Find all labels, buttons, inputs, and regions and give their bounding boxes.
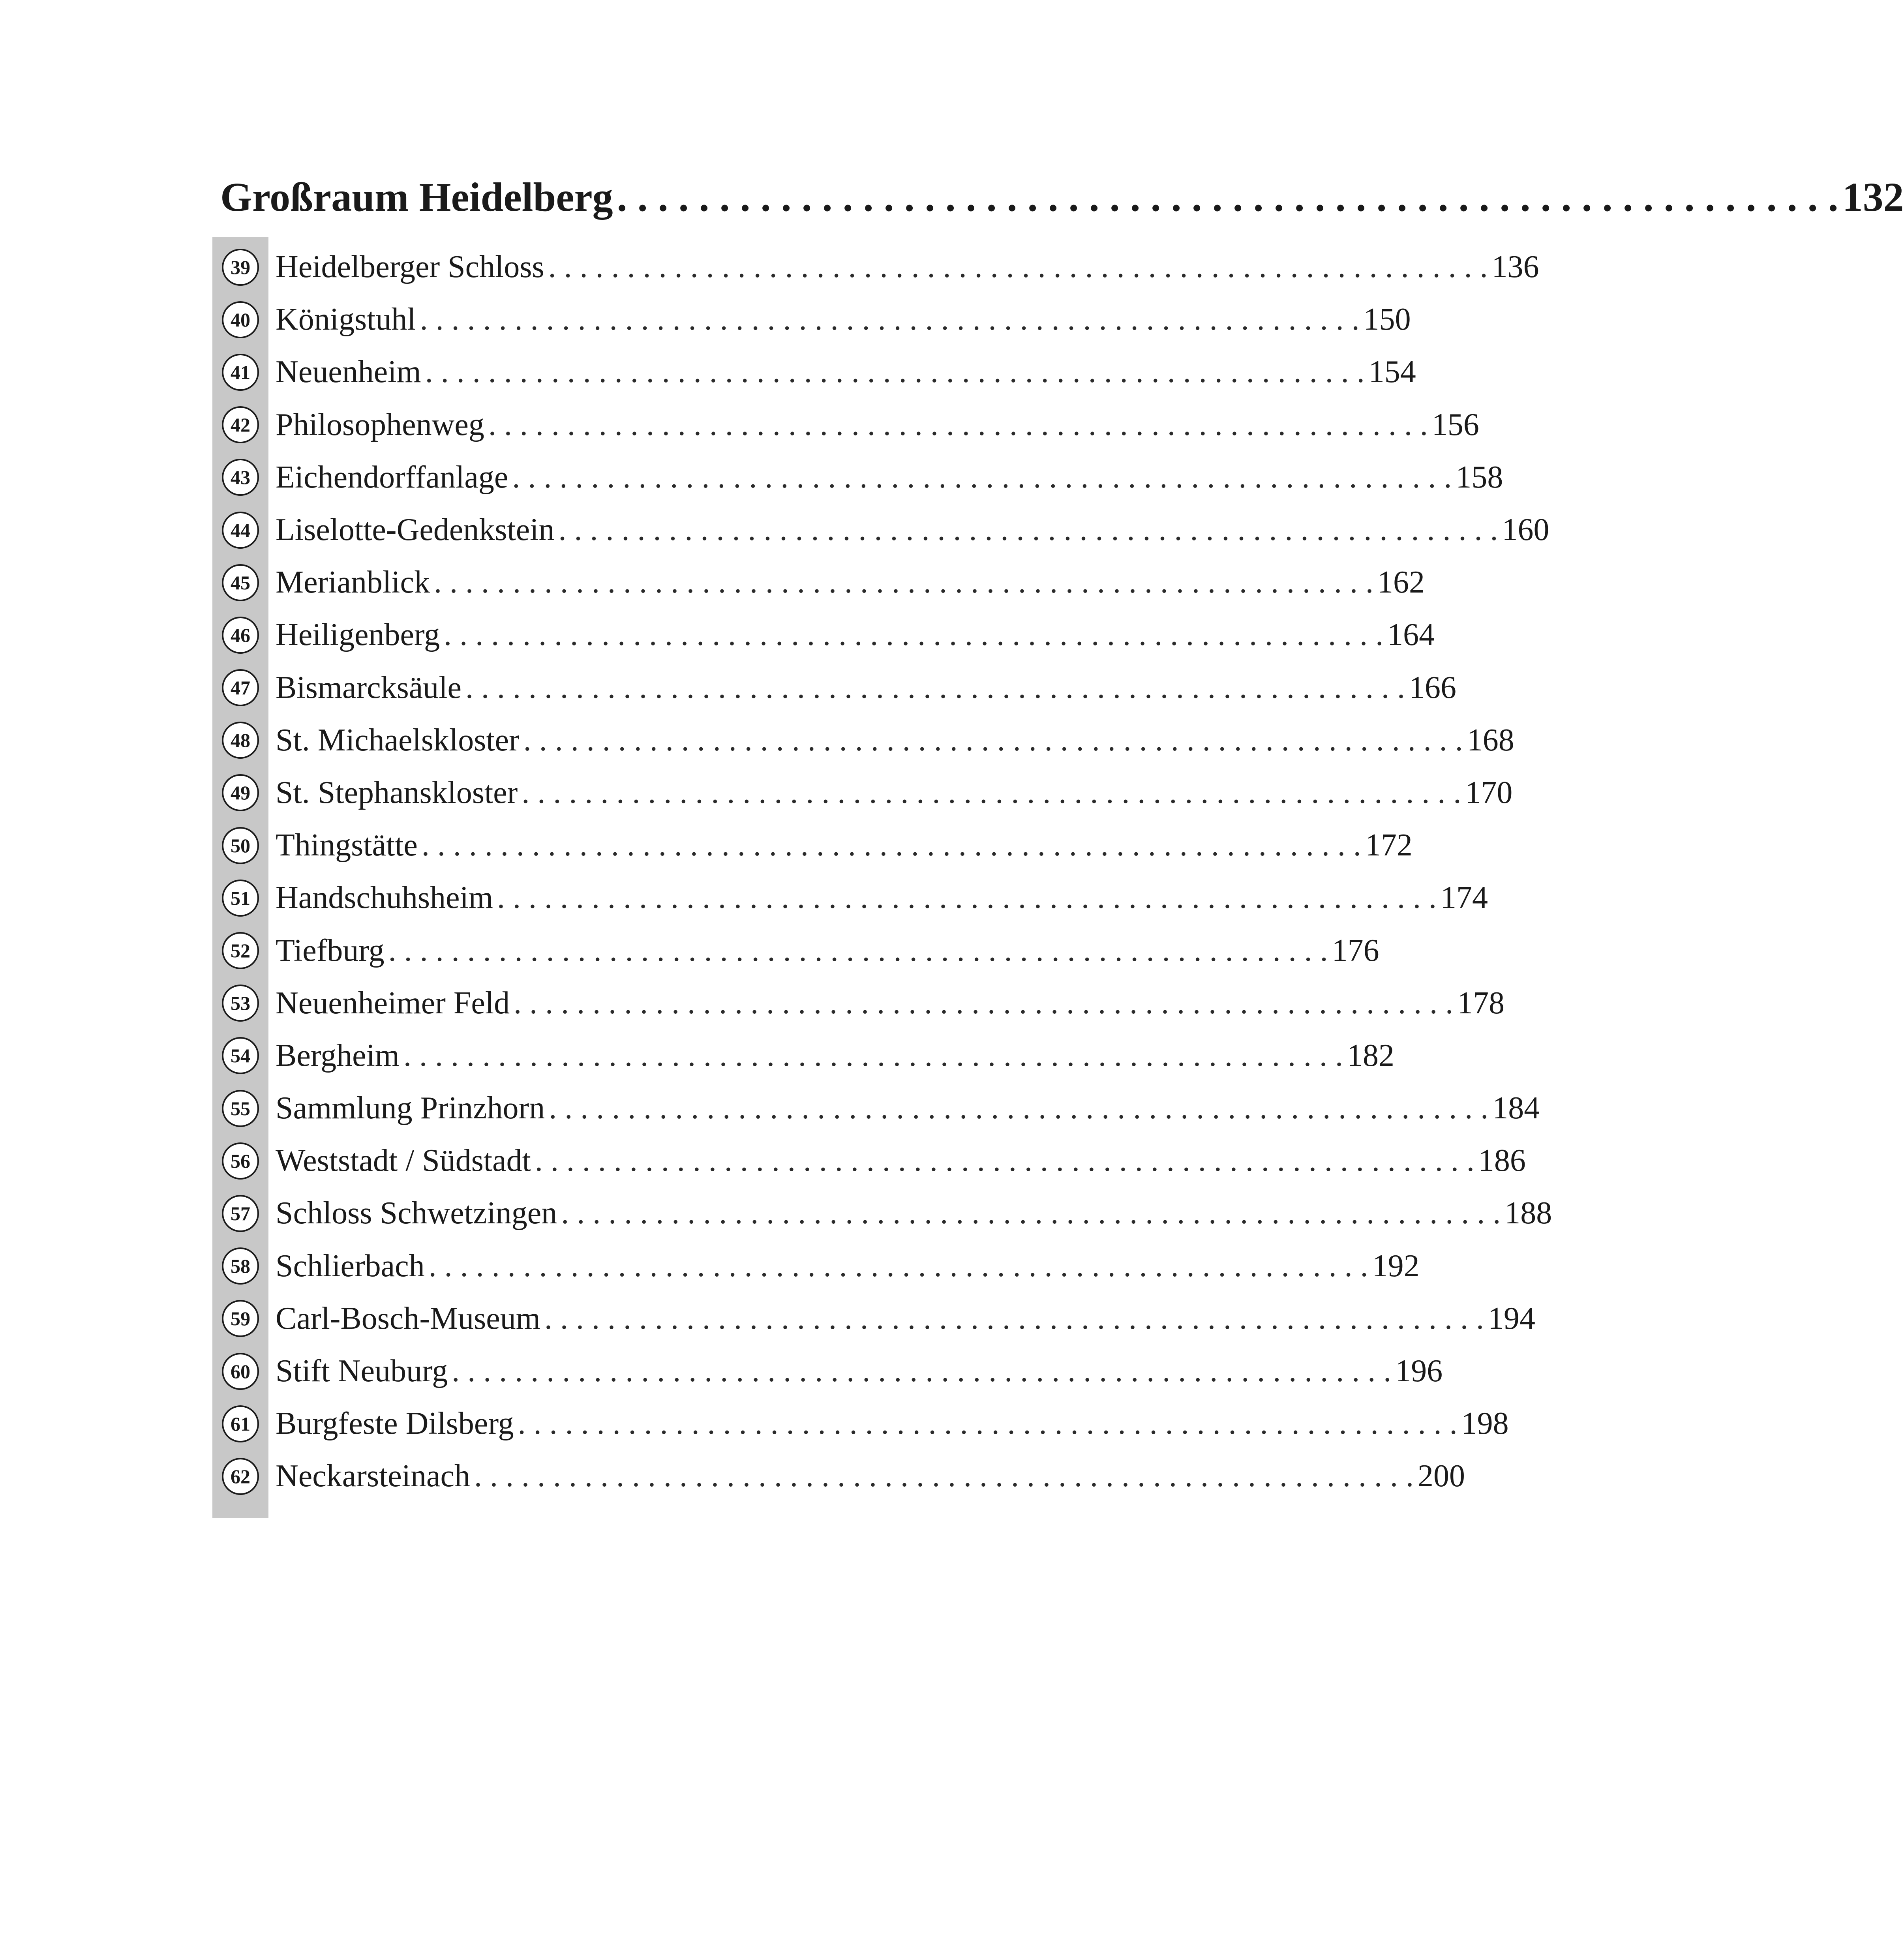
dot-leader: . . . . . . . . . . . . . . . . . . . . . . . . . . . . . . . . . . . . . . . . . . . . . . . . . . . . . . . . . . . . [561,1196,1501,1231]
toc-entry[interactable] [212,293,1411,346]
entry-page-number: 162 [1377,565,1425,600]
entry-title: Königstuhl [276,302,416,337]
entry-page-number: 194 [1488,1301,1536,1336]
dot-leader: . . . . . . . . . . . . . . . . . . . . . . . . . . . . . . . . . . . . . . . . . . . . . . . . . . . . . . . . . . . . [420,302,1360,337]
toc-entry[interactable] [212,872,1488,924]
toc-section-heading[interactable] [212,174,1904,237]
entry-page-number: 136 [1491,249,1539,285]
entry-page-number: 184 [1492,1091,1540,1126]
entry-title: Carl-Bosch-Museum [276,1301,541,1336]
entry-number-badge: 42 [222,406,259,443]
toc-entry[interactable] [212,1345,1443,1397]
toc-entry[interactable] [212,1240,1420,1292]
dot-leader: . . . . . . . . . . . . . . . . . . . . . . . . . . . . . . . . . . . . . . . . . . . . . . . . . . . . . . . . . . . . [521,775,1461,810]
dot-leader: . . . . . . . . . . . . . . . . . . . . . . . . . . . . . . . . . . . . . . . . . . . . . . . . . . . . . . . . . . . . [512,459,1452,495]
entry-page-number: 168 [1467,722,1514,758]
entry-page-number: 176 [1332,933,1379,968]
entry-number-badge: 51 [222,880,259,917]
entry-number-badge: 40 [222,301,259,338]
dot-leader: . . . . . . . . . . . . . . . . . . . . . . . . . . . . . . . . . . . . . . . . . . . . . . . . . . . . . . . . . . . . [444,617,1384,653]
entry-number-badge: 53 [222,985,259,1022]
entry-number-badge: 44 [222,512,259,549]
dot-leader: . . . . . . . . . . . . . . . . . . . . . . . . . . . . . . . . . . . . . . . . . . . . . . . . . . . . . . . . . . . . [488,407,1428,442]
toc-entry[interactable] [212,662,1456,714]
toc-entry[interactable] [212,924,1379,977]
table-of-contents [212,174,1904,1518]
entry-title: Neuenheimer Feld [276,985,510,1020]
entry-number-badge: 61 [222,1405,259,1442]
entry-page-number: 154 [1368,354,1416,390]
entry-title: Weststadt / Südstadt [276,1143,531,1178]
toc-entry[interactable] [212,1450,1465,1502]
entry-number-badge: 46 [222,617,259,654]
dot-leader: . . . . . . . . . . . . . . . . . . . . . . . . . . . . . . . . . . . . . . . . . . . . . . . . . . . . . . . . . . . . [497,880,1437,915]
entry-page-number: 166 [1409,670,1456,705]
entry-number-badge: 47 [222,669,259,706]
entry-title: Heidelberger Schloss [276,249,544,285]
entry-page-number: 178 [1457,985,1505,1020]
entry-page-number: 192 [1372,1248,1420,1283]
entry-title: Stift Neuburg [276,1354,448,1389]
entry-title: Eichendorffanlage [276,459,508,495]
entry-number-badge: 62 [222,1458,259,1495]
toc-entry[interactable] [212,241,1539,293]
toc-entry[interactable] [212,767,1513,819]
toc-entry[interactable] [212,1030,1395,1082]
entry-title: Merianblick [276,565,430,600]
dot-leader: . . . . . . . . . . . . . . . . . . . . . . . . . . . . . . . . . . . . . . . . . . . . . . . . . . . . . . . . . . . . [388,933,1328,968]
dot-leader: . . . . . . . . . . . . . . . . . . . . . . . . . . . . . . . . . . . . . . . . . . . . . . . . . . . . . . . . . . . . [617,174,1838,220]
dot-leader: . . . . . . . . . . . . . . . . . . . . . . . . . . . . . . . . . . . . . . . . . . . . . . . . . . . . . . . . . . . . [428,1248,1368,1283]
toc-entry[interactable] [212,609,1435,661]
entry-page-number: 172 [1365,828,1413,863]
entry-number-badge: 54 [222,1037,259,1074]
section-page-number: 132 [1842,174,1904,220]
toc-entries [212,237,1552,1518]
entry-title: Liselotte-Gedenkstein [276,512,555,548]
entry-number-badge: 57 [222,1195,259,1232]
entry-number-badge: 49 [222,774,259,811]
entry-title: Sammlung Prinzhorn [276,1091,545,1126]
entry-number-badge: 56 [222,1142,259,1180]
entry-title: Neckarsteinach [276,1459,471,1494]
dot-leader: . . . . . . . . . . . . . . . . . . . . . . . . . . . . . . . . . . . . . . . . . . . . . . . . . . . . . . . . . . . . [425,354,1365,390]
entry-number-badge: 43 [222,459,259,496]
entry-title: Thingstätte [276,828,418,863]
dot-leader: . . . . . . . . . . . . . . . . . . . . . . . . . . . . . . . . . . . . . . . . . . . . . . . . . . . . . . . . . . . . [403,1038,1343,1073]
dot-leader: . . . . . . . . . . . . . . . . . . . . . . . . . . . . . . . . . . . . . . . . . . . . . . . . . . . . . . . . . . . . [465,670,1405,705]
entry-page-number: 200 [1418,1459,1465,1494]
toc-entry[interactable] [212,977,1505,1030]
entry-page-number: 158 [1456,459,1503,495]
toc-entry[interactable] [212,714,1514,767]
entry-number-badge: 59 [222,1300,259,1337]
entry-number-badge: 52 [222,932,259,969]
dot-leader: . . . . . . . . . . . . . . . . . . . . . . . . . . . . . . . . . . . . . . . . . . . . . . . . . . . . . . . . . . . . [518,1406,1458,1441]
entry-title: Bismarcksäule [276,670,461,705]
dot-leader: . . . . . . . . . . . . . . . . . . . . . . . . . . . . . . . . . . . . . . . . . . . . . . . . . . . . . . . . . . . . [474,1459,1414,1494]
dot-leader: . . . . . . . . . . . . . . . . . . . . . . . . . . . . . . . . . . . . . . . . . . . . . . . . . . . . . . . . . . . . [558,512,1498,548]
entry-title: Schlierbach [276,1248,425,1283]
dot-leader: . . . . . . . . . . . . . . . . . . . . . . . . . . . . . . . . . . . . . . . . . . . . . . . . . . . . . . . . . . . . [433,565,1373,600]
entry-page-number: 164 [1387,617,1435,653]
dot-leader: . . . . . . . . . . . . . . . . . . . . . . . . . . . . . . . . . . . . . . . . . . . . . . . . . . . . . . . . . . . . [535,1143,1474,1178]
section-title: Großraum Heidelberg [220,174,613,220]
dot-leader: . . . . . . . . . . . . . . . . . . . . . . . . . . . . . . . . . . . . . . . . . . . . . . . . . . . . . . . . . . . . [452,1354,1392,1389]
entry-title: Schloss Schwetzingen [276,1196,557,1231]
toc-entry[interactable] [212,451,1503,504]
entry-number-badge: 45 [222,564,259,601]
dot-leader: . . . . . . . . . . . . . . . . . . . . . . . . . . . . . . . . . . . . . . . . . . . . . . . . . . . . . . . . . . . . [548,249,1488,285]
entry-number-badge: 50 [222,827,259,864]
entry-number-badge: 48 [222,722,259,759]
entry-title: Tiefburg [276,933,385,968]
toc-entry[interactable] [212,1135,1526,1187]
toc-entry[interactable] [212,556,1425,609]
entry-title: St. Stephanskloster [276,775,518,810]
entry-title: Philosophenweg [276,407,484,442]
dot-leader: . . . . . . . . . . . . . . . . . . . . . . . . . . . . . . . . . . . . . . . . . . . . . . . . . . . . . . . . . . . . [523,722,1463,758]
entry-title: Burgfeste Dilsberg [276,1406,514,1441]
toc-entry[interactable] [212,399,1479,451]
entry-title: Neuenheim [276,354,421,390]
entry-number-badge: 60 [222,1353,259,1390]
entry-page-number: 160 [1502,512,1549,548]
entry-page-number: 186 [1478,1143,1526,1178]
entry-number-badge: 39 [222,249,259,286]
toc-entry[interactable] [212,1292,1536,1345]
entry-title: Heiligenberg [276,617,440,653]
toc-entry[interactable] [212,1082,1540,1135]
entry-page-number: 196 [1395,1354,1443,1389]
entry-page-number: 150 [1363,302,1411,337]
entry-number-badge: 58 [222,1247,259,1285]
entry-number-badge: 41 [222,354,259,391]
entry-number-badge: 55 [222,1090,259,1127]
entry-title: Handschuhsheim [276,880,493,915]
entry-title: Bergheim [276,1038,400,1073]
dot-leader: . . . . . . . . . . . . . . . . . . . . . . . . . . . . . . . . . . . . . . . . . . . . . . . . . . . . . . . . . . . . [514,985,1454,1020]
entry-page-number: 182 [1347,1038,1395,1073]
toc-entry[interactable] [212,504,1549,556]
entry-page-number: 170 [1465,775,1513,810]
toc-entry[interactable] [212,346,1416,398]
entry-title: St. Michaelskloster [276,722,520,758]
toc-entry[interactable] [212,819,1413,872]
dot-leader: . . . . . . . . . . . . . . . . . . . . . . . . . . . . . . . . . . . . . . . . . . . . . . . . . . . . . . . . . . . . [421,828,1361,863]
toc-entry[interactable] [212,1187,1552,1240]
entry-page-number: 156 [1431,407,1479,442]
toc-entry[interactable] [212,1397,1509,1450]
entry-page-number: 188 [1504,1196,1552,1231]
dot-leader: . . . . . . . . . . . . . . . . . . . . . . . . . . . . . . . . . . . . . . . . . . . . . . . . . . . . . . . . . . . . [549,1091,1489,1126]
entry-page-number: 198 [1461,1406,1509,1441]
entry-page-number: 174 [1441,880,1488,915]
dot-leader: . . . . . . . . . . . . . . . . . . . . . . . . . . . . . . . . . . . . . . . . . . . . . . . . . . . . . . . . . . . . [544,1301,1484,1336]
